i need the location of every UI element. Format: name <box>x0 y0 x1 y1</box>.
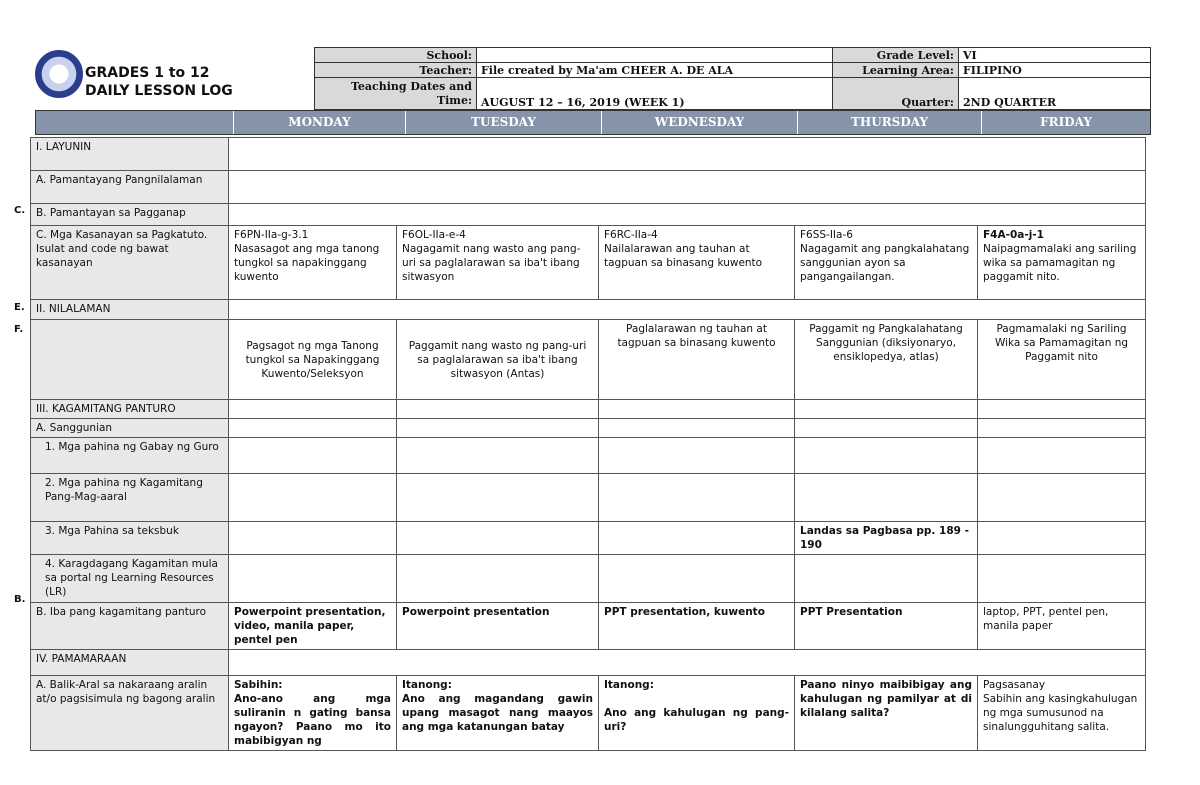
review-text: Ano-ano ang mga suliranin n gating bansa ngayon? Paano mo ito mabibigyan ng <box>234 693 391 747</box>
teaching-dates-value: AUGUST 12 – 16, 2019 (WEEK 1) <box>477 78 833 110</box>
margin-mark-f: F. <box>14 324 24 335</box>
review-head: Paano ninyo maibibigay ang kahulugan ng pamilyar at di kilalang salita? <box>800 679 972 719</box>
content-friday: Pagmamalaki ng Sariling Wika sa Pamamagitan ng Paggamit nito <box>978 320 1146 400</box>
content-thursday: Paggamit ng Pangkalahatang Sanggunian (diksiyonaryo, ensiklopedya, atlas) <box>795 320 978 400</box>
weekday-friday: FRIDAY <box>982 111 1150 134</box>
teaching-dates-label <box>315 78 477 110</box>
row-label-pamantayan-pagganap: B. Pamantayan sa Pagganap <box>31 204 229 226</box>
teacher-label: Teacher: <box>315 63 477 78</box>
cell <box>599 474 795 522</box>
materials-tuesday: Powerpoint presentation <box>397 603 599 650</box>
cell <box>795 555 978 603</box>
weekday-thursday: THURSDAY <box>798 111 982 134</box>
learning-area-value: FILIPINO <box>959 63 1151 78</box>
title-line-2: DAILY LESSON LOG <box>85 83 233 99</box>
weekday-tuesday: TUESDAY <box>406 111 602 134</box>
grade-level-label: Grade Level: <box>833 48 959 63</box>
weekday-header-bar <box>35 110 1151 135</box>
cell <box>599 438 795 474</box>
row-label-gabay-guro: 1. Mga pahina ng Gabay ng Guro <box>31 438 229 474</box>
cell <box>397 400 599 419</box>
deped-seal-logo <box>35 50 83 98</box>
competency-text: Nasasagot ang mga tanong tungkol sa napakinggang kuwento <box>234 243 380 283</box>
row-label-pamantayang-pangnilalaman: A. Pamantayang Pangnilalaman <box>31 171 229 204</box>
row-label-nilalaman: II. NILALAMAN <box>31 300 229 320</box>
content-wednesday: Paglalarawan ng tauhan at tagpuan sa binasang kuwento <box>599 320 795 400</box>
cell <box>397 522 599 555</box>
row-label-iba-pang-kagamitan: B. Iba pang kagamitang panturo <box>31 603 229 650</box>
cell <box>229 438 397 474</box>
weekday-wednesday: WEDNESDAY <box>602 111 798 134</box>
teksbuk-thursday: Landas sa Pagbasa pp. 189 - 190 <box>795 522 978 555</box>
quarter-value: 2ND QUARTER <box>959 78 1151 110</box>
document-title <box>85 64 233 100</box>
cell <box>795 419 978 438</box>
row-label-kagamitang-mag-aaral: 2. Mga pahina ng Kagamitang Pang-Mag-aaral <box>31 474 229 522</box>
review-text: Ano ang kahulugan ng pang-uri? <box>604 707 789 733</box>
materials-friday: laptop, PPT, pentel pen, manila paper <box>978 603 1146 650</box>
cell <box>978 474 1146 522</box>
cell <box>229 522 397 555</box>
competency-monday <box>229 226 397 300</box>
cell <box>978 419 1146 438</box>
cell <box>229 400 397 419</box>
cell <box>599 400 795 419</box>
cell <box>599 555 795 603</box>
competency-thursday <box>795 226 978 300</box>
review-monday <box>229 676 397 751</box>
competency-code: F6SS-IIa-6 <box>800 229 853 241</box>
quarter-label: Quarter: <box>833 78 959 110</box>
materials-monday: Powerpoint presentation, video, manila paper, pentel pen <box>229 603 397 650</box>
competency-code: F6OL-IIa-e-4 <box>402 229 466 241</box>
cell <box>978 438 1146 474</box>
cell <box>397 419 599 438</box>
cell <box>229 474 397 522</box>
weekday-monday: MONDAY <box>234 111 406 134</box>
review-head: Pagsasanay <box>983 679 1046 691</box>
weekday-header-blank <box>36 111 234 134</box>
school-value <box>477 48 833 63</box>
teaching-dates-label-line2: Time: <box>436 93 472 107</box>
review-text: Ano ang magandang gawin upang masagot nang maayos ang mga katanungan batay <box>402 693 593 733</box>
pamantayang-pangnilalaman-content <box>229 171 1146 204</box>
layunin-content <box>229 138 1146 171</box>
title-line-1: GRADES 1 to 12 <box>85 65 210 81</box>
cell <box>397 474 599 522</box>
teacher-value: File created by Ma'am CHEER A. DE ALA <box>477 63 833 78</box>
row-label-karagdagan: 4. Karagdagang Kagamitan mula sa portal ng Learning Resources (LR) <box>31 555 229 603</box>
competency-code: F6RC-IIa-4 <box>604 229 658 241</box>
cell <box>229 555 397 603</box>
cell <box>795 400 978 419</box>
nilalaman-header-content <box>229 300 1146 320</box>
materials-thursday: PPT Presentation <box>795 603 978 650</box>
content-tuesday: Paggamit nang wasto ng pang-uri sa paglalarawan sa iba't ibang sitwasyon (Antas) <box>397 320 599 400</box>
row-label-balik-aral: A. Balik-Aral sa nakaraang aralin at/o pagsisimula ng bagong aralin <box>31 676 229 751</box>
teaching-dates-label-line1: Teaching Dates and <box>350 79 472 93</box>
review-head: Itanong: <box>604 679 654 691</box>
review-thursday <box>795 676 978 751</box>
learning-area-label: Learning Area: <box>833 63 959 78</box>
row-label-sanggunian: A. Sanggunian <box>31 419 229 438</box>
competency-text: Nailalarawan ang tauhan at tagpuan sa binasang kuwento <box>604 243 763 269</box>
row-label-content-blank <box>31 320 229 400</box>
pamantayan-pagganap-content <box>229 204 1146 226</box>
cell <box>599 522 795 555</box>
row-label-kagamitan: III. KAGAMITANG PANTURO <box>31 400 229 419</box>
row-label-kasanayan: C. Mga Kasanayan sa Pagkatuto. Isulat and code ng bawat kasanayan <box>31 226 229 300</box>
margin-mark-c: C. <box>14 205 26 216</box>
competency-text: Nagagamit nang wasto ang pang-uri sa paglalarawan sa iba't ibang sitwasyon <box>402 243 581 283</box>
row-label-pamamaraan: IV. PAMAMARAAN <box>31 650 229 676</box>
competency-text: Nagagamit ang pangkalahatang sanggunian ayon sa pangangailangan. <box>800 243 970 283</box>
cell <box>397 438 599 474</box>
header-info-table <box>314 47 1151 110</box>
content-monday: Pagsagot ng mga Tanong tungkol sa Napakinggang Kuwento/Seleksyon <box>229 320 397 400</box>
grade-level-value: VI <box>959 48 1151 63</box>
cell <box>397 555 599 603</box>
competency-text: Naipagmamalaki ang sariling wika sa pamamagitan ng paggamit nito. <box>983 243 1137 283</box>
competency-tuesday <box>397 226 599 300</box>
row-label-layunin: I. LAYUNIN <box>31 138 229 171</box>
cell <box>978 522 1146 555</box>
review-wednesday <box>599 676 795 751</box>
cell <box>599 419 795 438</box>
competency-wednesday <box>599 226 795 300</box>
review-tuesday <box>397 676 599 751</box>
school-label: School: <box>315 48 477 63</box>
cell <box>795 438 978 474</box>
cell <box>978 400 1146 419</box>
competency-code: F6PN-IIa-g-3.1 <box>234 229 309 241</box>
cell <box>978 555 1146 603</box>
review-friday <box>978 676 1146 751</box>
review-head: Itanong: <box>402 679 452 691</box>
row-label-teksbuk: 3. Mga Pahina sa teksbuk <box>31 522 229 555</box>
margin-mark-e: E. <box>14 302 25 313</box>
cell <box>229 419 397 438</box>
materials-wednesday: PPT presentation, kuwento <box>599 603 795 650</box>
lesson-log-grid <box>30 137 1146 751</box>
competency-friday <box>978 226 1146 300</box>
margin-mark-b: B. <box>14 594 26 605</box>
pamamaraan-content <box>229 650 1146 676</box>
competency-code: F4A-0a-j-1 <box>983 229 1044 241</box>
review-head: Sabihin: <box>234 679 283 691</box>
cell <box>795 474 978 522</box>
review-text: Sabihin ang kasingkahulugan ng mga sumusunod na sinalungguhitang salita. <box>983 693 1138 733</box>
